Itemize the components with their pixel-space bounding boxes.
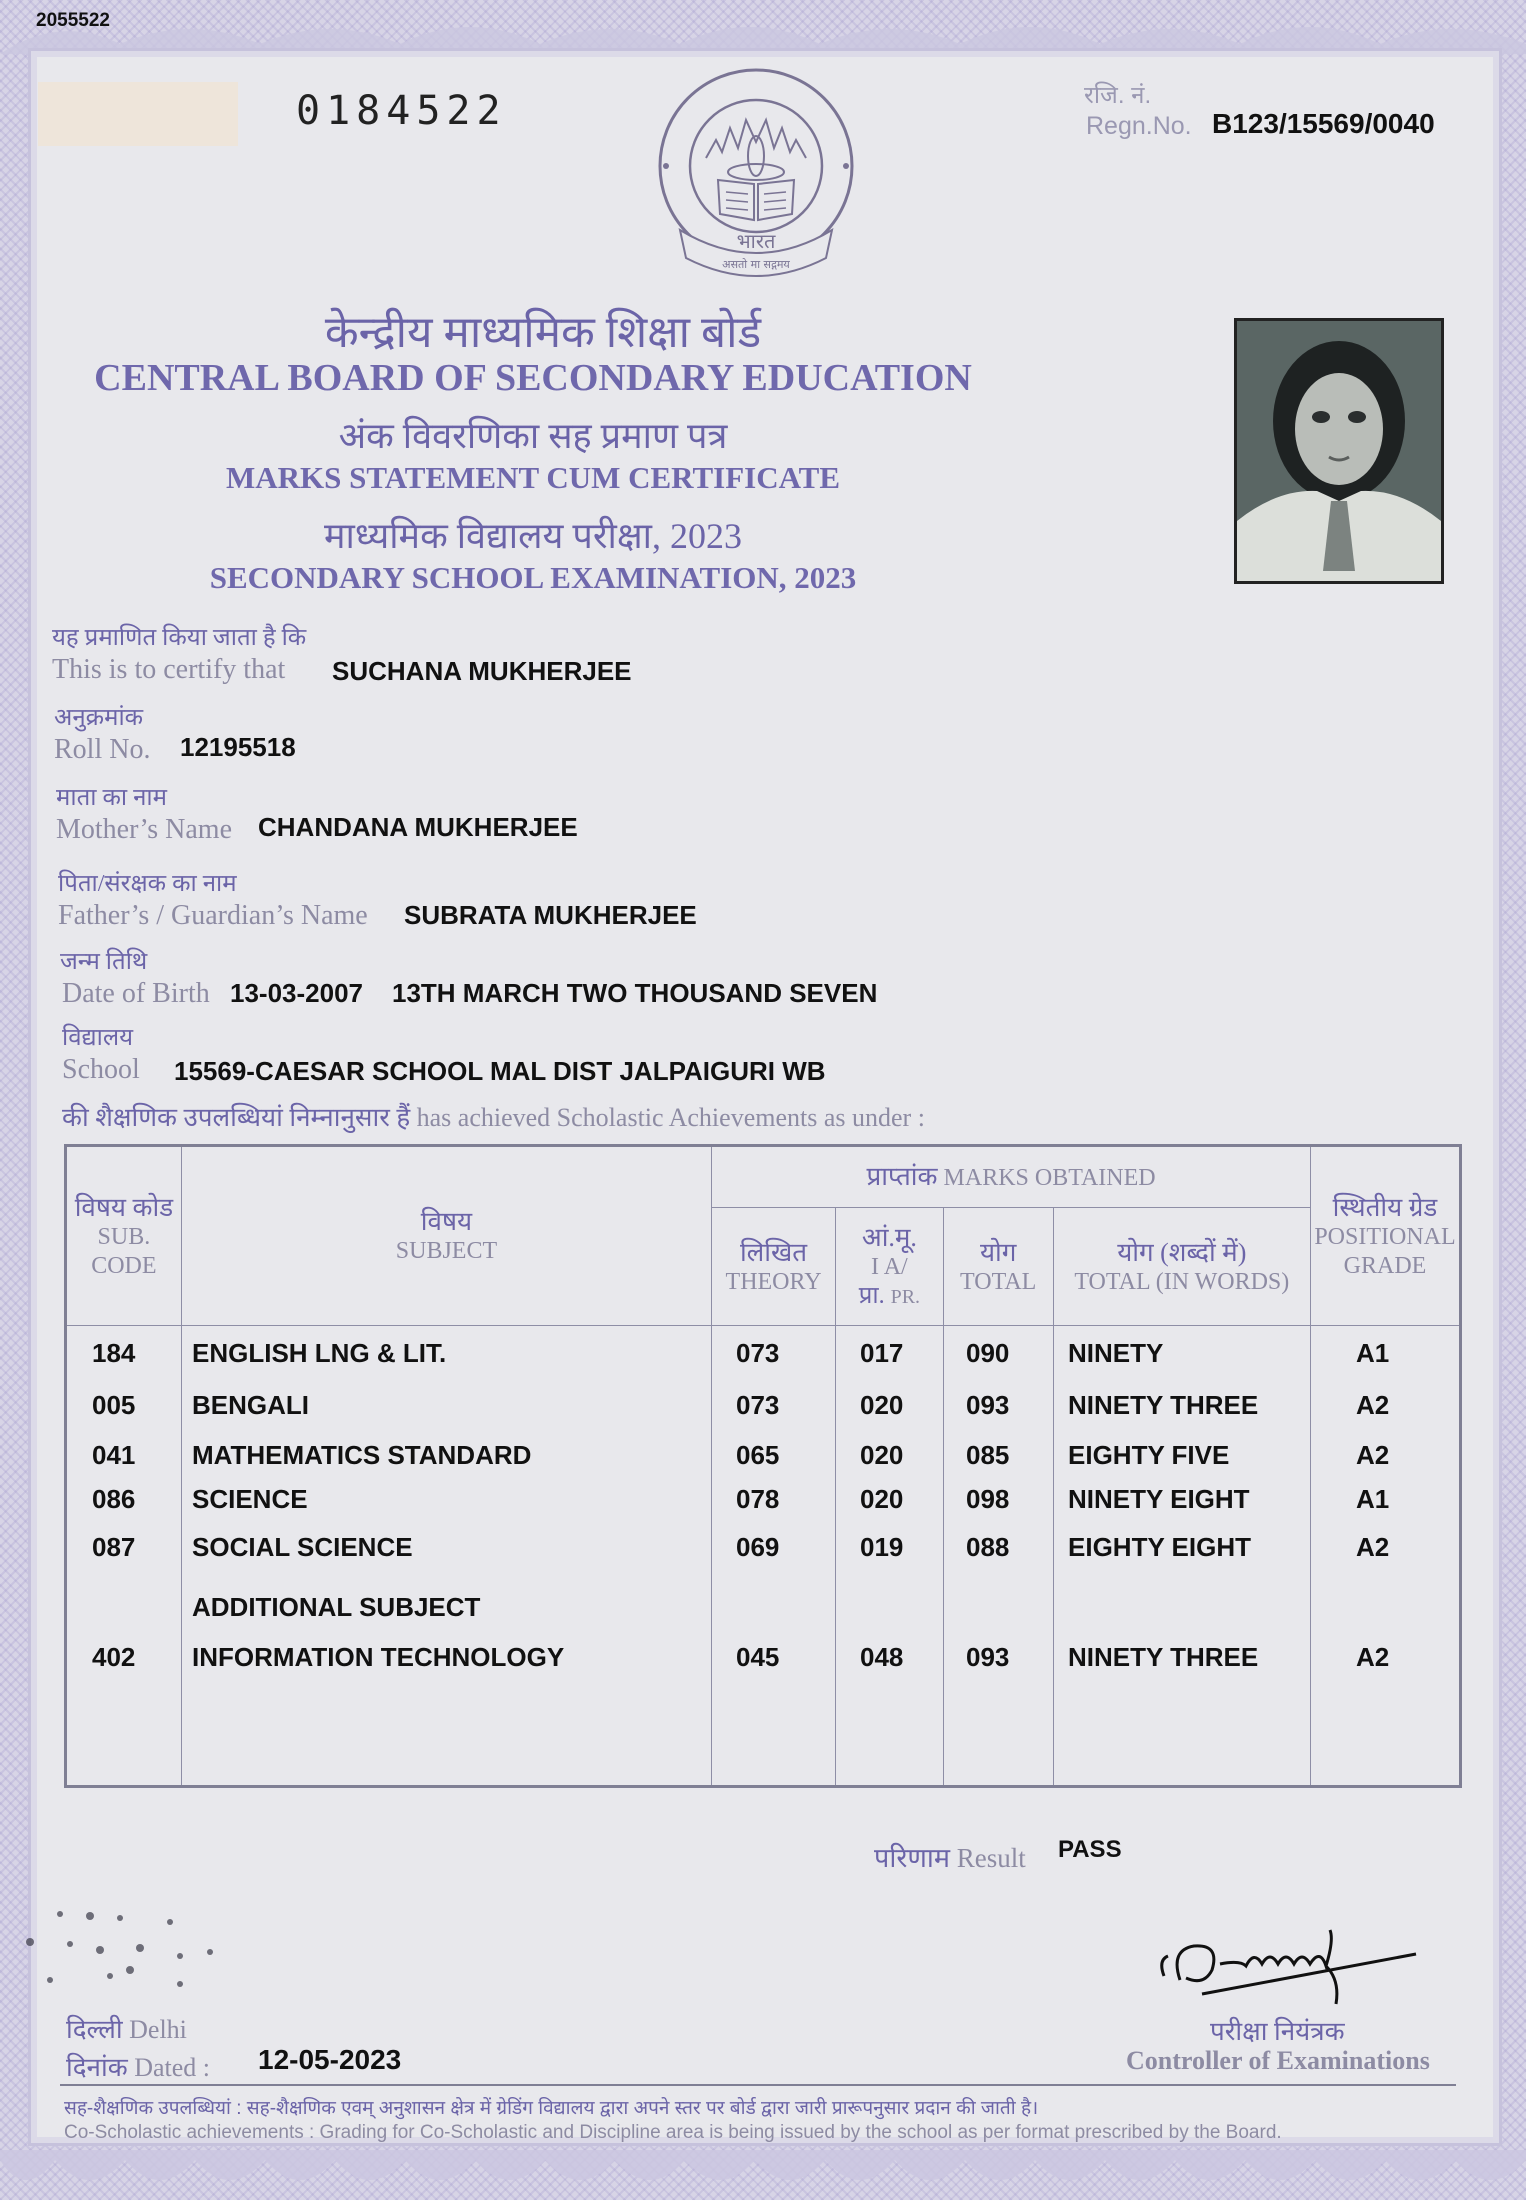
certificate-title-hindi: अंक विवरणिका सह प्रमाण पत्र <box>338 416 728 456</box>
cell-grade: A1 <box>1356 1338 1390 1368</box>
exam-title: SECONDARY SCHOOL EXAMINATION, 2023 <box>209 560 857 595</box>
mother-label-hindi: माता का नाम <box>56 785 167 811</box>
cell-theory: 065 <box>736 1440 780 1470</box>
cell-words: NINETY THREE <box>1068 1390 1259 1420</box>
additional-cell-code: 402 <box>92 1642 136 1672</box>
regn-number: B123/15569/0040 <box>1212 108 1435 139</box>
cell-ia: 020 <box>860 1390 904 1420</box>
regn-label: Regn.No. <box>1086 112 1192 140</box>
student-photo <box>1234 318 1444 584</box>
emblem-ribbon-text: असतो मा सद्गमय <box>722 258 790 271</box>
cell-grade: A2 <box>1356 1532 1390 1562</box>
document-serial-small: 2055522 <box>36 10 110 31</box>
cell-grade: A2 <box>1356 1390 1390 1420</box>
header-marks-obtained: प्राप्तांक MARKS OBTAINED <box>712 1146 1311 1208</box>
cell-ia: 020 <box>860 1440 904 1470</box>
cell-code: 005 <box>92 1390 136 1420</box>
cell-words: EIGHTY EIGHT <box>1068 1532 1251 1562</box>
cell-total: 088 <box>966 1532 1010 1562</box>
cell-ia: 017 <box>860 1338 904 1368</box>
cell-theory: 078 <box>736 1484 780 1514</box>
school-name: 15569-CAESAR SCHOOL MAL DIST JALPAIGURI WB <box>174 1056 826 1086</box>
cell-theory: 073 <box>736 1390 780 1420</box>
controller-title: Controller of Examinations <box>1126 2046 1430 2075</box>
cell-grade: A1 <box>1356 1484 1390 1514</box>
controller-title-hindi: परीक्षा नियंत्रक <box>1210 2017 1345 2046</box>
exam-title-hindi: माध्यमिक विद्यालय परीक्षा, 2023 <box>323 516 743 556</box>
co-scholastic-note: Co-Scholastic achievements : Grading for Co-Scholastic and Discipline area is being issued by the school as per format prescribed by the Board. <box>64 2122 1282 2143</box>
cell-subject: MATHEMATICS STANDARD <box>192 1440 532 1470</box>
cell-code: 086 <box>92 1484 136 1514</box>
cbse-emblem-icon <box>650 62 862 280</box>
achievements-intro-hindi: की शैक्षणिक उपलब्धियां निम्नानुसार हैं <box>62 1103 411 1132</box>
result-value: PASS <box>1058 1836 1122 1863</box>
header-total-words: योग (शब्दों में) TOTAL (IN WORDS) <box>1053 1208 1310 1326</box>
mother-name: CHANDANA MUKHERJEE <box>258 812 578 842</box>
dated-label: दिनांक Dated : <box>66 2053 210 2082</box>
regn-label-hindi: रजि. नं. <box>1084 82 1152 109</box>
cell-total: 090 <box>966 1338 1010 1368</box>
cell-words: NINETY EIGHT <box>1068 1484 1250 1514</box>
header-ia-pr: आं.मू. I A/ प्रा. PR. <box>835 1208 943 1326</box>
roll-label-hindi: अनुक्रमांक <box>54 705 144 731</box>
student-name: SUCHANA MUKHERJEE <box>332 656 632 686</box>
certify-label: This is to certify that <box>52 654 286 685</box>
father-label-hindi: पिता/संरक्षक का नाम <box>58 871 237 897</box>
cell-grade: A2 <box>1356 1440 1390 1470</box>
board-title: CENTRAL BOARD OF SECONDARY EDUCATION <box>94 357 972 399</box>
cell-theory: 073 <box>736 1338 780 1368</box>
cell-code: 041 <box>92 1440 136 1470</box>
additional-cell-ia: 048 <box>860 1642 904 1672</box>
header-theory: लिखित THEORY <box>712 1208 836 1326</box>
cell-subject: BENGALI <box>192 1390 309 1420</box>
achievements-intro <box>62 1098 925 1134</box>
achievements-intro-en: has achieved Scholastic Achievements as under : <box>416 1103 925 1132</box>
cell-subject: ENGLISH LNG & LIT. <box>192 1338 447 1368</box>
additional-cell-subject: INFORMATION TECHNOLOGY <box>192 1642 565 1672</box>
cell-subject: SCIENCE <box>192 1484 308 1514</box>
father-name: SUBRATA MUKHERJEE <box>404 900 697 930</box>
school-label: School <box>62 1054 140 1085</box>
security-patch <box>38 82 238 146</box>
father-label: Father’s / Guardian’s Name <box>58 900 368 931</box>
certificate-serial-number: 0184522 <box>296 88 507 134</box>
additional-cell-theory: 045 <box>736 1642 780 1672</box>
cell-code: 087 <box>92 1532 136 1562</box>
scalloped-bottom-border <box>0 2150 1526 2200</box>
additional-cell-words: NINETY THREE <box>1068 1642 1259 1672</box>
certify-label-hindi: यह प्रमाणित किया जाता है कि <box>52 625 307 651</box>
dob-label: Date of Birth <box>62 978 210 1009</box>
dob-words: 13TH MARCH TWO THOUSAND SEVEN <box>392 978 878 1008</box>
cell-total: 098 <box>966 1484 1010 1514</box>
result-label: परिणाम Result <box>874 1843 1026 1873</box>
board-title-hindi: केन्द्रीय माध्यमिक शिक्षा बोर्ड <box>324 308 762 357</box>
roll-label: Roll No. <box>54 734 151 765</box>
cell-ia: 020 <box>860 1484 904 1514</box>
issue-date: 12-05-2023 <box>258 2044 402 2075</box>
controller-signature <box>1150 1920 1430 2010</box>
place-label: दिल्ली Delhi <box>66 2015 187 2044</box>
certificate-title: MARKS STATEMENT CUM CERTIFICATE <box>225 460 841 495</box>
school-label-hindi: विद्यालय <box>62 1025 134 1051</box>
cell-words: EIGHTY FIVE <box>1068 1440 1230 1470</box>
header-sub-code: विषय कोड SUB. CODE <box>66 1146 182 1326</box>
dob-value: 13-03-2007 <box>230 978 363 1008</box>
emblem-center-text: भारत <box>736 229 776 253</box>
cell-words: NINETY <box>1068 1338 1164 1368</box>
cell-code: 184 <box>92 1338 136 1368</box>
cell-ia: 019 <box>860 1532 904 1562</box>
footer-divider <box>60 2084 1456 2086</box>
cell-theory: 069 <box>736 1532 780 1562</box>
cell-total: 085 <box>966 1440 1010 1470</box>
additional-subject-label: ADDITIONAL SUBJECT <box>192 1592 481 1622</box>
header-subject: विषय SUBJECT <box>181 1146 711 1326</box>
header-positional-grade: स्थितीय ग्रेड POSITIONAL GRADE <box>1310 1146 1460 1326</box>
cell-total: 093 <box>966 1390 1010 1420</box>
mother-label: Mother’s Name <box>56 814 232 845</box>
additional-cell-grade: A2 <box>1356 1642 1390 1672</box>
cell-subject: SOCIAL SCIENCE <box>192 1532 413 1562</box>
dob-label-hindi: जन्म तिथि <box>60 949 148 975</box>
additional-cell-total: 093 <box>966 1642 1010 1672</box>
stamp-impression <box>20 1900 240 1990</box>
co-scholastic-note-hindi: सह-शैक्षणिक उपलब्धियां : सह-शैक्षणिक एवम् अनुशासन क्षेत्र में ग्रेडिंग विद्यालय द्वारा अपने स्तर पर बोर्ड द्वारा जारी प्रारूपनुसार प्रदान की जाती है। <box>64 2098 1039 2119</box>
header-total: योग TOTAL <box>943 1208 1053 1326</box>
roll-number: 12195518 <box>180 732 296 762</box>
